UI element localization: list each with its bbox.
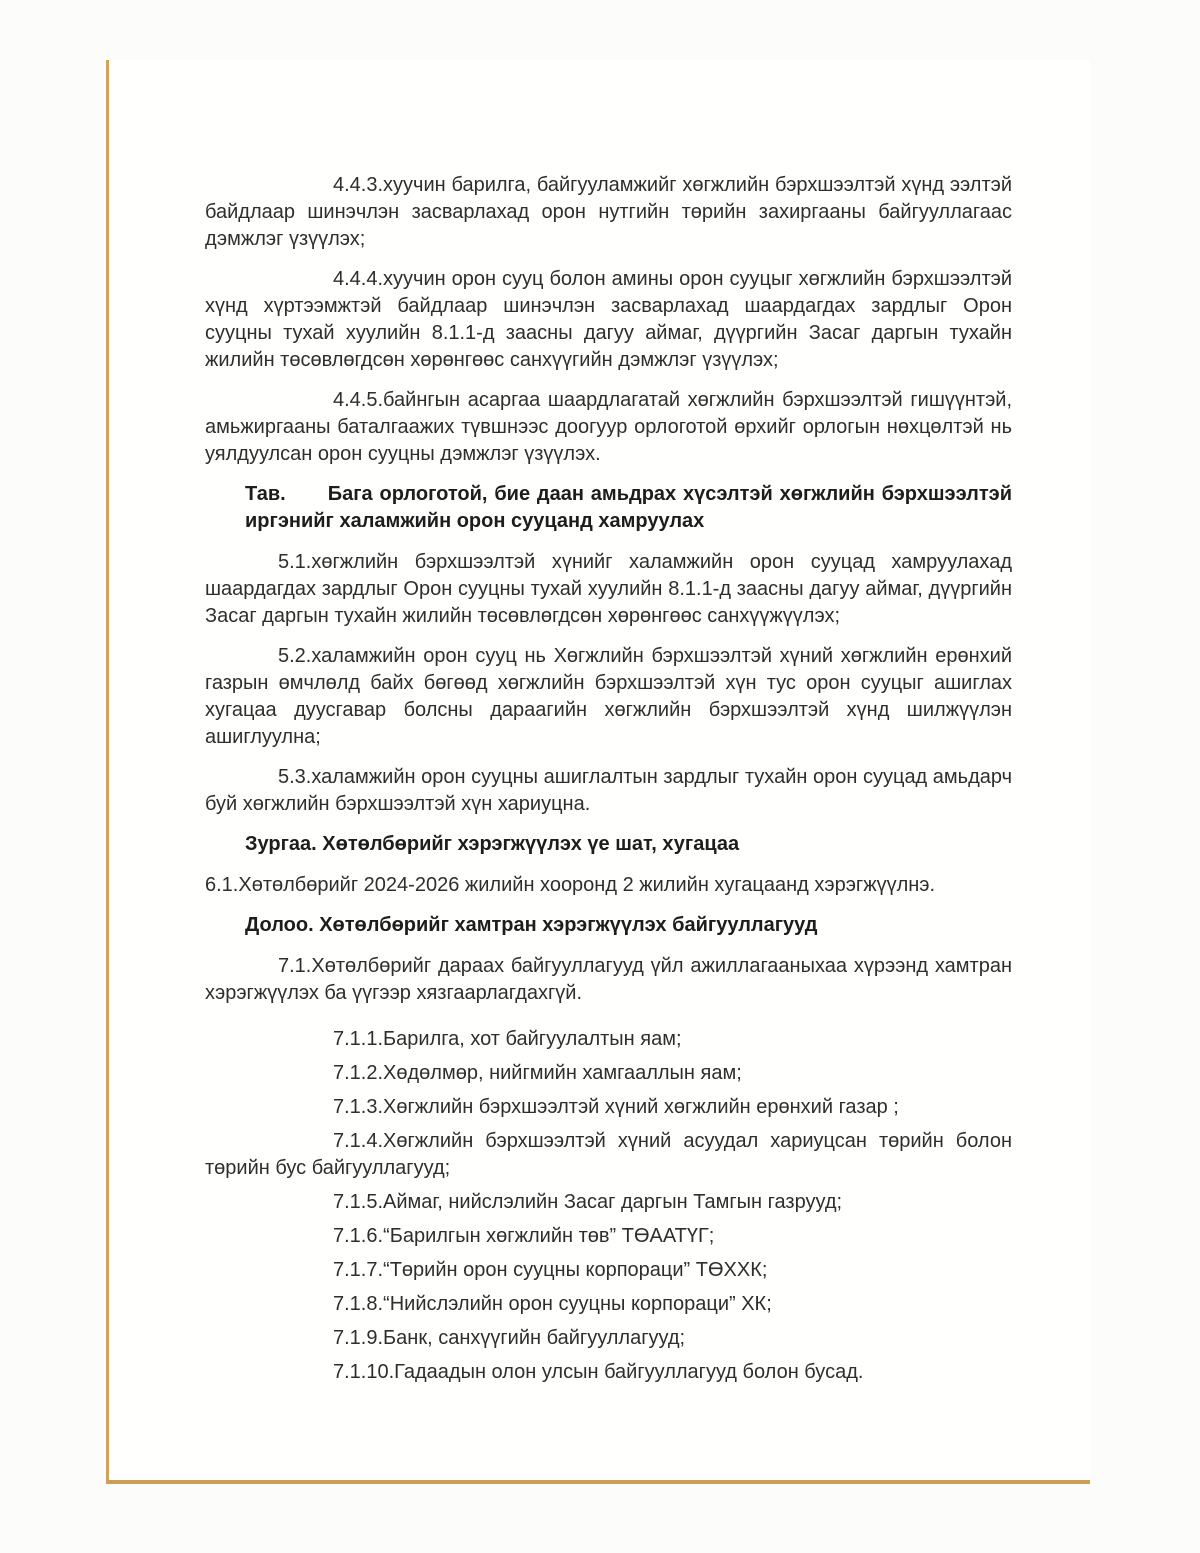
paragraph-5-3: 5.3.халамжийн орон сууцны ашиглалтын зардлыг тухайн орон сууцад амьдарч буй хөгжлийн бэрхшээлтэй хүн хариуцна. (205, 766, 1012, 815)
paragraph-5-1: 5.1.хөгжлийн бэрхшээлтэй хүнийг халамжийн орон сууцад хамруулахад шаардагдах зардлыг Орон сууцны тухай хуулийн 8.1.1-д заасны дагуу аймаг, дүүргийн Засаг даргын тухайн жилийн төсөвлөгдсөн хөрөнгөөс санхүүжүүлэх; (205, 551, 1012, 627)
list-item-7-1-10: 7.1.10.Гадаадын олон улсын байгууллагууд болон бусад. (333, 1361, 864, 1383)
section-title: Бага орлоготой, бие даан амьдрах хүсэлтэй хөгжлийн бэрхшээлтэй иргэнийг халамжийн орон сууцанд хамруулах (245, 483, 1012, 532)
list-item-7-1-8: 7.1.8.“Нийслэлийн орон сууцны корпораци” ХК; (333, 1293, 772, 1315)
section-heading-five (205, 481, 1012, 535)
list-item-7-1-1: 7.1.1.Барилга, хот байгуулалтын яам; (333, 1028, 682, 1050)
section-heading-six: Зургаа. Хөтөлбөрийг хэрэгжүүлэх үе шат, хугацаа (245, 833, 740, 855)
organization-list (205, 1026, 1012, 1386)
list-item-7-1-4: 7.1.4.Хөгжлийн бэрхшээлтэй хүний асуудал хариуцсан төрийн болон төрийн бус байгууллагууд; (205, 1130, 1012, 1179)
list-item-7-1-7: 7.1.7.“Төрийн орон сууцны корпораци” ТӨХХК; (333, 1259, 768, 1281)
section-heading-seven: Долоо. Хөтөлбөрийг хамтран хэрэгжүүлэх байгууллагууд (245, 914, 818, 936)
list-item-7-1-2: 7.1.2.Хөдөлмөр, нийгмийн хамгааллын яам; (333, 1062, 742, 1084)
document-page (106, 60, 1090, 1484)
list-item-7-1-5: 7.1.5.Аймаг, нийслэлийн Засаг даргын Тамгын газрууд; (333, 1191, 843, 1213)
paragraph-4-4-5: 4.4.5.байнгын асаргаа шаардлагатай хөгжлийн бэрхшээлтэй гишүүнтэй, амьжиргааны баталгаажих түвшнээс доогуур орлоготой өрхийг орлогын нөхцөлтэй нь уялдуулсан орон сууцны дэмжлэг үзүүлэх. (205, 389, 1012, 465)
paragraph-6-1: 6.1.Хөтөлбөрийг 2024-2026 жилийн хооронд 2 жилийн хугацаанд хэрэгжүүлнэ. (205, 874, 936, 896)
document-text-block (205, 172, 1012, 1393)
paragraph-5-2: 5.2.халамжийн орон сууц нь Хөгжлийн бэрхшээлтэй хүний хөгжлийн ерөнхий газрын өмчлөлд байх бөгөөд хөгжлийн бэрхшээлтэй хүн тус орон сууцыг ашиглах хугацаа дуусгавар болсны дараагийн хөгжлийн бэрхшээлтэй хүнд шилжүүлэн ашиглуулна; (205, 645, 1012, 748)
list-item-7-1-3: 7.1.3.Хөгжлийн бэрхшээлтэй хүний хөгжлийн ерөнхий газар ; (333, 1096, 899, 1118)
paragraph-4-4-3: 4.4.3.хуучин барилга, байгууламжийг хөгжлийн бэрхшээлтэй хүнд ээлтэй байдлаар шинэчлэн засварлахад орон нутгийн төрийн захиргааны байгууллагаас дэмжлэг үзүүлэх; (205, 174, 1012, 250)
paragraph-4-4-4: 4.4.4.хуучин орон сууц болон амины орон сууцыг хөгжлийн бэрхшээлтэй хүнд хүртээмжтэй байдлаар шинэчлэн засварлахад шаардагдах зардлыг Орон сууцны тухай хуулийн 8.1.1-д заасны дагуу аймаг, дүүргийн Засаг даргын тухайн жилийн төсөвлөгдсөн хөрөнгөөс санхүүгийн дэмжлэг үзүүлэх; (205, 268, 1012, 371)
list-item-7-1-6: 7.1.6.“Барилгын хөгжлийн төв” ТӨААТҮГ; (333, 1225, 715, 1247)
list-item-7-1-9: 7.1.9.Банк, санхүүгийн байгууллагууд; (333, 1327, 686, 1349)
section-number: Тав. (245, 483, 286, 505)
paragraph-7-1: 7.1.Хөтөлбөрийг дараах байгууллагууд үйл ажиллагааныхаа хүрээнд хамтран хэрэгжүүлэх ба үүгээр хязгаарлагдахгүй. (205, 955, 1012, 1004)
